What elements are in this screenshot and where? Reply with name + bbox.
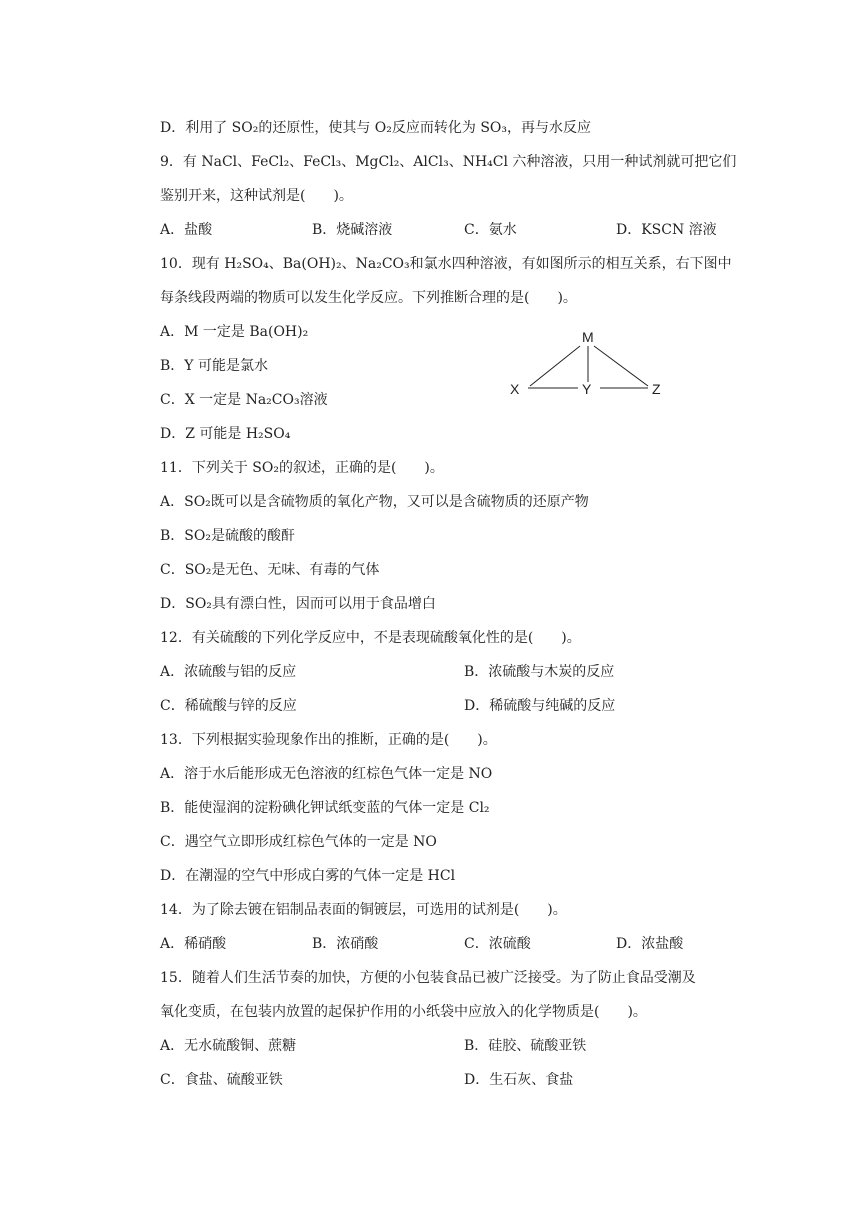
q10-stem-line2: 每条线段两端的物质可以发生化学反应。下列推断合理的是( )。	[160, 290, 577, 306]
q14-option-a: A．稀硝酸	[160, 936, 227, 952]
diagram-label-m: M	[582, 329, 594, 345]
q15-option-c: C．食盐、硫酸亚铁	[160, 1072, 283, 1088]
q9-option-c: C．氨水	[464, 222, 517, 238]
q12-option-a: A．浓硫酸与铝的反应	[160, 664, 297, 680]
q10-option-d: D．Z 可能是 H₂SO₄	[160, 426, 291, 442]
q11-option-d: D．SO₂具有漂白性，因而可以用于食品增白	[160, 596, 436, 612]
q9-option-d: D．KSCN 溶液	[616, 222, 717, 238]
q12-option-b: B．浓硫酸与木炭的反应	[464, 664, 615, 680]
q10-option-c: C．X 一定是 Na₂CO₃溶液	[160, 392, 328, 408]
q9-stem-line2: 鉴别开来，这种试剂是( )。	[160, 188, 353, 204]
q14-option-b: B．浓硝酸	[312, 936, 379, 952]
q15-option-b: B．硅胶、硫酸亚铁	[464, 1038, 587, 1054]
diagram-line-mz	[594, 346, 648, 386]
q10-option-a: A．M 一定是 Ba(OH)₂	[160, 324, 309, 340]
q14-stem: 14．为了除去镀在铝制品表面的铜镀层，可选用的试剂是( )。	[160, 902, 567, 918]
q12-option-c: C．稀硫酸与锌的反应	[160, 698, 297, 714]
q11-option-c: C．SO₂是无色、无味、有毒的气体	[160, 562, 380, 578]
q12-stem: 12．有关硫酸的下列化学反应中，不是表现硫酸氧化性的是( )。	[160, 630, 581, 646]
diagram-label-x: X	[510, 381, 520, 397]
q13-option-c: C．遇空气立即形成红棕色气体的一定是 NO	[160, 834, 437, 850]
q9-option-a: A．盐酸	[160, 222, 213, 238]
q15-option-a: A．无水硫酸铜、蔗糖	[160, 1038, 297, 1054]
diagram-label-y: Y	[582, 381, 592, 397]
q15-option-d: D．生石灰、食盐	[464, 1072, 574, 1088]
q10-stem-line1: 10．现有 H₂SO₄、Ba(OH)₂、Na₂CO₃和氯水四种溶液，有如图所示的相互关系，右下图中	[160, 256, 732, 272]
diagram-line-mx	[530, 346, 580, 386]
q13-option-d: D．在潮湿的空气中形成白雾的气体一定是 HCl	[160, 868, 456, 884]
q13-stem: 13．下列根据实验现象作出的推断，正确的是( )。	[160, 732, 497, 748]
q11-option-a: A．SO₂既可以是含硫物质的氧化产物，又可以是含硫物质的还原产物	[160, 494, 589, 510]
q13-option-b: B．能使湿润的淀粉碘化钾试纸变蓝的气体一定是 Cl₂	[160, 800, 490, 816]
q9-option-b: B．烧碱溶液	[312, 222, 393, 238]
q15-stem-line1: 15．随着人们生活节奏的加快，方便的小包装食品已被广泛接受。为了防止食品受潮及	[160, 970, 696, 986]
q8-option-d: D．利用了 SO₂的还原性，使其与 O₂反应而转化为 SO₃，再与水反应	[160, 120, 592, 136]
q10-option-b: B．Y 可能是氯水	[160, 358, 268, 374]
q11-stem: 11．下列关于 SO₂的叙述，正确的是( )。	[160, 460, 444, 476]
q14-option-d: D．浓盐酸	[616, 936, 684, 952]
q11-option-b: B．SO₂是硫酸的酸酐	[160, 528, 295, 544]
q9-stem-line1: 9．有 NaCl、FeCl₂、FeCl₃、MgCl₂、AlCl₃、NH₄Cl 六种溶液，只用一种试剂就可把它们	[160, 154, 737, 170]
q15-stem-line2: 氧化变质，在包装内放置的起保护作用的小纸袋中应放入的化学物质是( )。	[160, 1004, 647, 1020]
diagram-label-z: Z	[652, 381, 661, 397]
q13-option-a: A．溶于水后能形成无色溶液的红棕色气体一定是 NO	[160, 766, 493, 782]
reaction-diagram	[500, 326, 680, 406]
q12-option-d: D．稀硫酸与纯碱的反应	[464, 698, 616, 714]
q14-option-c: C．浓硫酸	[464, 936, 531, 952]
